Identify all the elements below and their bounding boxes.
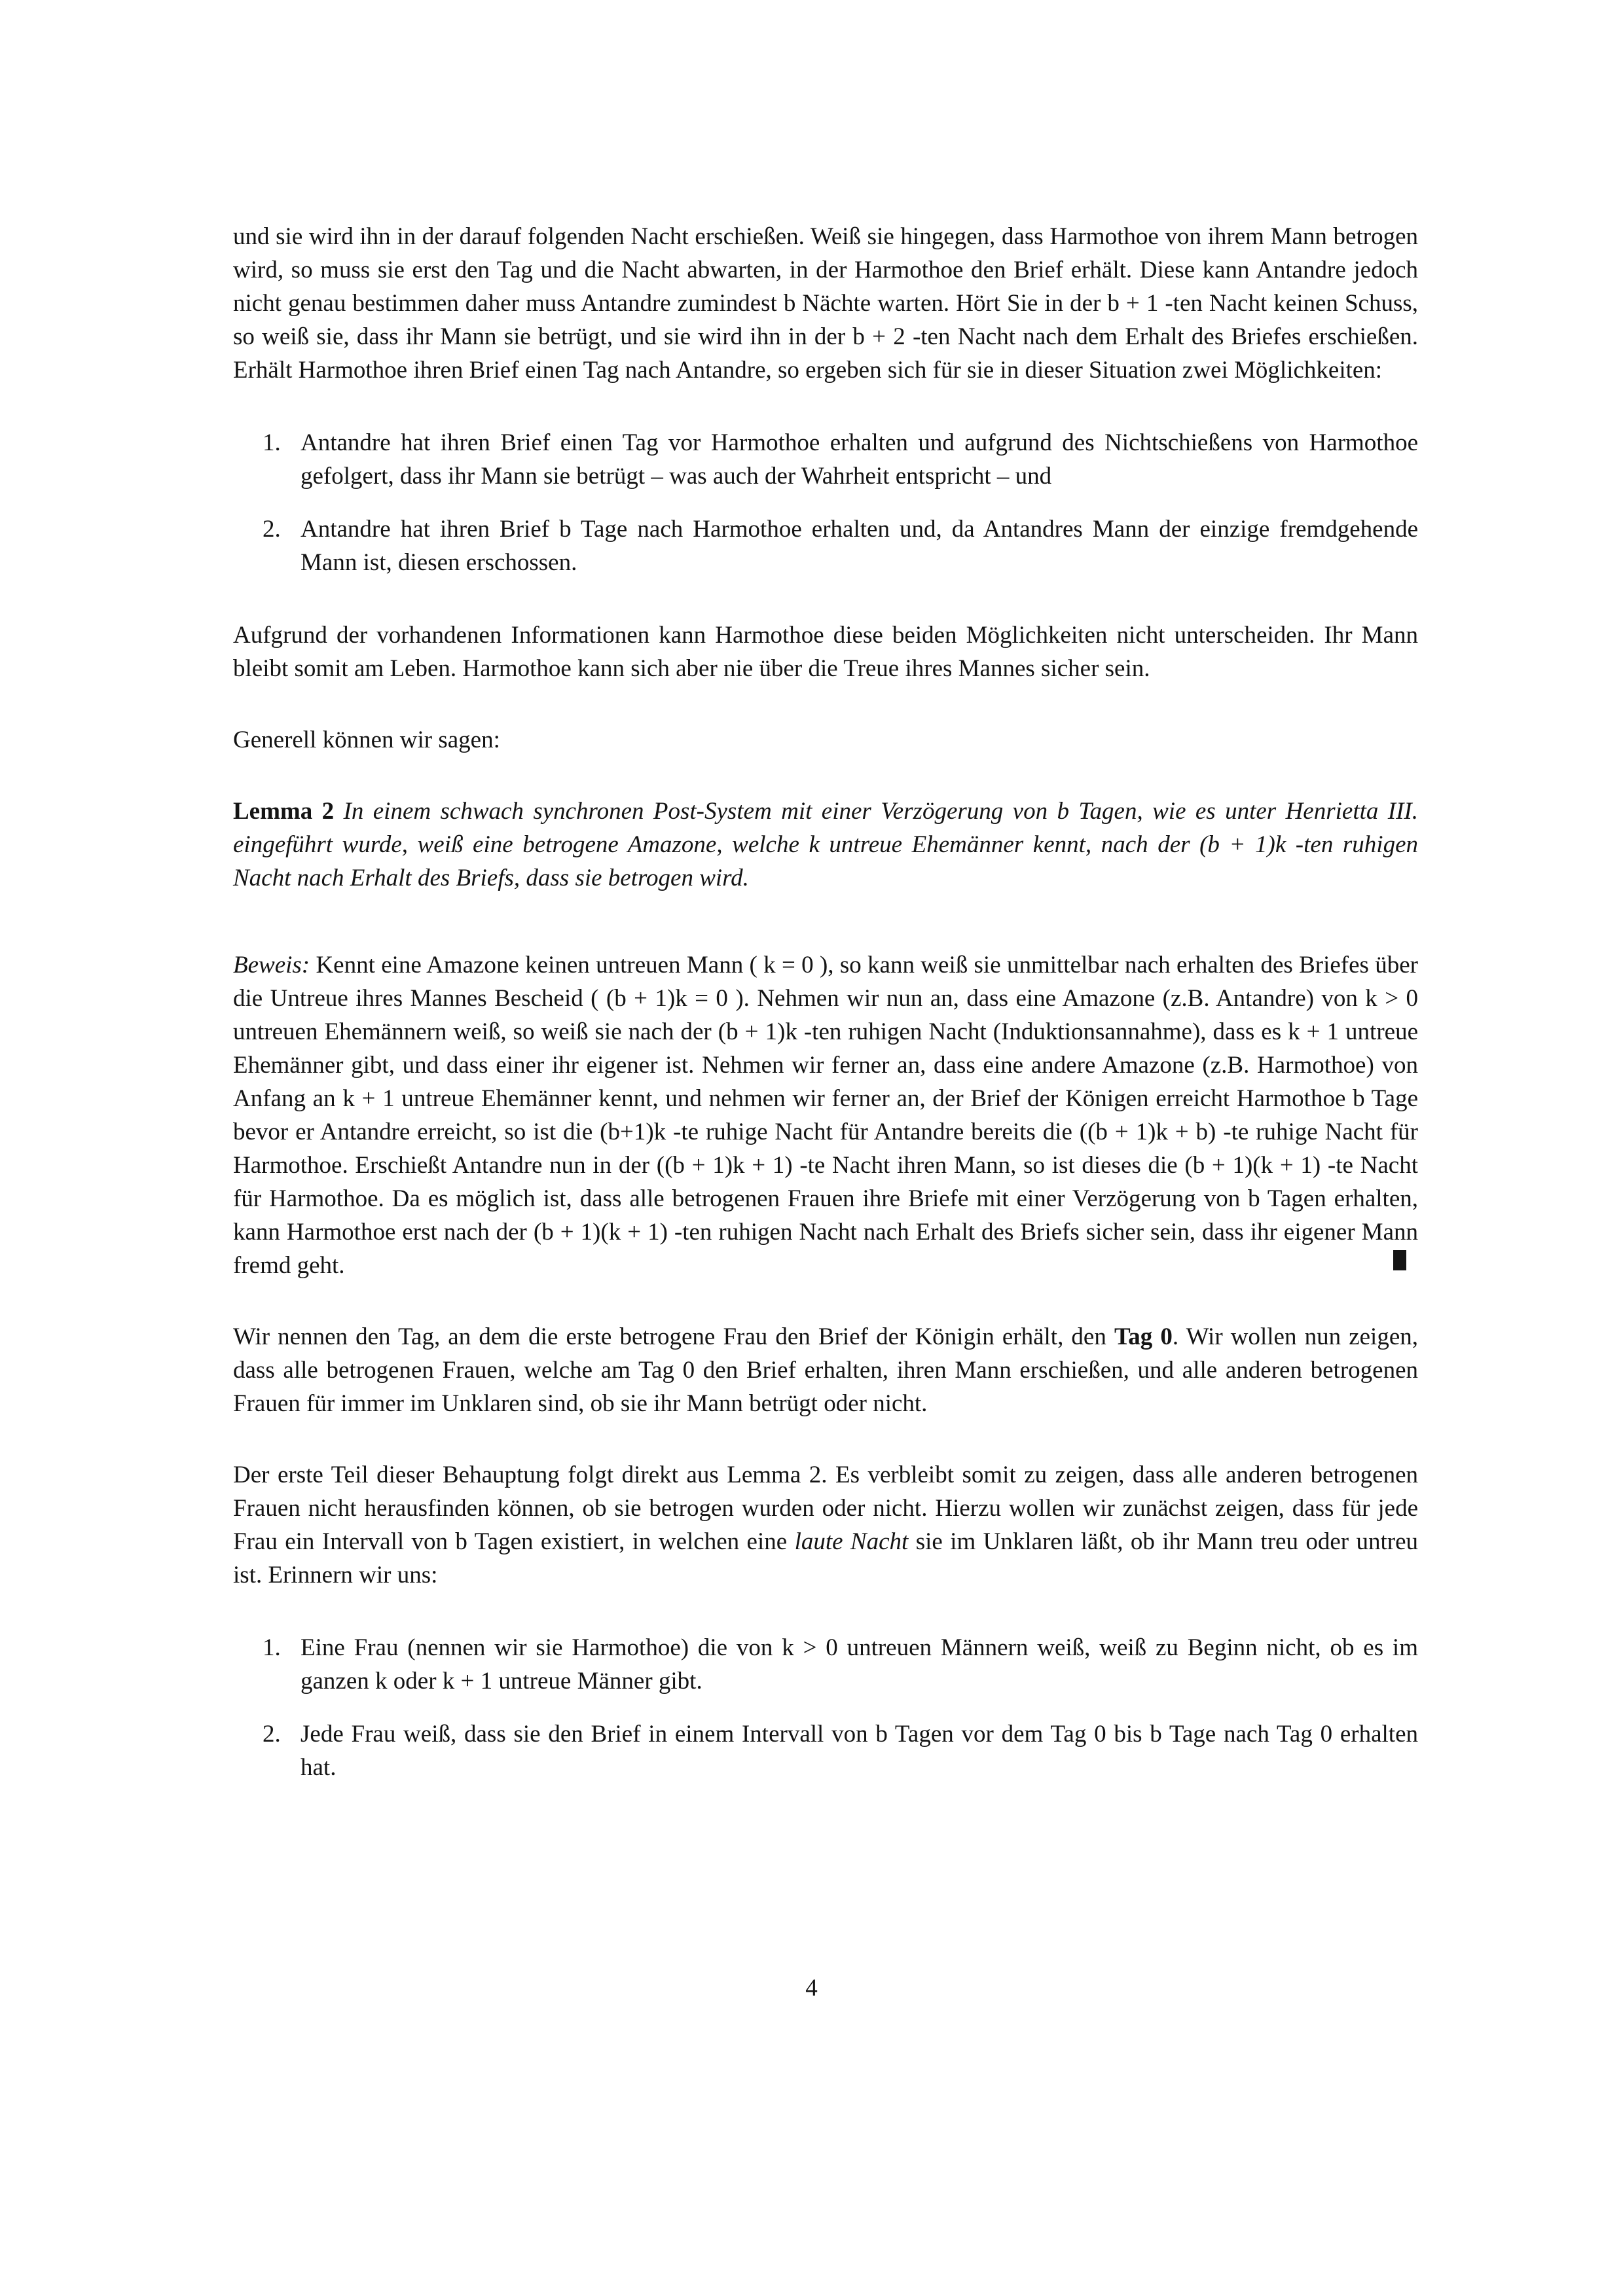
paragraph-conclusion: Aufgrund der vorhandenen Informationen kann Harmothoe diese beiden Möglichkeiten nicht unterscheiden. Ihr Mann bleibt somit am Leben. Harmothoe kann sich aber nie über die Treue ihres Mannes sicher sein. [233,622,1418,682]
list-item-text: Eine Frau (nennen wir sie Harmothoe) die von k > 0 untreuen Männern weiß, weiß zu Beginn nicht, ob es im ganzen k oder k + 1 untreue Männer gibt. [301,1634,1418,1695]
list-item [233,1717,1418,1784]
list-item-number: 1. [263,429,281,456]
tag-zero-text-before: Wir nennen den Tag, an dem die erste betrogene Frau den Brief der Königin erhält, den [233,1323,1114,1350]
lemma-label: Lemma 2 [233,798,335,825]
lemma-statement: In einem schwach synchronen Post-System mit einer Verzögerung von b Tagen, wie es unter Henrietta III. eingeführt wurde, weiß eine betrogene Amazone, welche k untreue Ehemänner kennt, nach der (b + 1)k -ten ruhigen Nacht nach Erhalt des Briefs, dass sie betrogen wird. [233,798,1418,891]
proof-label: Beweis: [233,952,310,978]
paragraph-generalization: Generell können wir sagen: [233,726,500,753]
claim-text-after: sie im Unklaren läßt, ob ihr Mann treu oder untreu ist. Erinnern wir uns: [233,1528,1418,1588]
lemma [233,795,1418,895]
tag-zero-term: Tag 0 [1114,1323,1173,1350]
paragraph-tag-zero [233,1320,1418,1420]
tag-zero-text-after: . Wir wollen nun zeigen, dass alle betrogenen Frauen, welche am Tag 0 den Brief erhalten, ihren Mann erschießen, und alle anderen betrogenen Frauen für immer im Unklaren sind, ob sie ihr Mann betrügt oder nicht. [233,1323,1418,1417]
possibilities-list [233,426,1418,579]
list-item-number: 2. [263,1721,281,1748]
page-number: 4 [805,1975,818,2001]
list-item [233,512,1418,579]
paragraph-claim [233,1458,1418,1592]
list-item [233,1631,1418,1698]
list-item-text: Antandre hat ihren Brief einen Tag vor Harmothoe erhalten und aufgrund des Nichtschießens von Harmothoe gefolgert, dass ihr Mann sie betrügt – was auch der Wahrheit entspricht – und [301,429,1418,490]
list-item-text: Antandre hat ihren Brief b Tage nach Harmothoe erhalten und, da Antandres Mann der einzige fremdgehende Mann ist, diesen erschossen. [301,516,1418,576]
proof [233,948,1418,1282]
proof-text: Kennt eine Amazone keinen untreuen Mann ( k = 0 ), so kann weiß sie unmittelbar nach erhalten des Briefes über die Untreue ihres Mannes Bescheid ( (b + 1)k = 0 ). Nehmen wir nun an, dass eine Amazone (z.B. Antandre) von k > 0 untreuen Ehemännern weiß, so weiß sie nach der (b + 1)k -ten ruhigen Nacht (Induktionsannahme), dass es k + 1 untreue Ehemänner gibt, und dass einer ihr eigener ist. Nehmen wir ferner an, dass eine andere Amazone (z.B. Harmothoe) von Anfang an k + 1 untreue Ehemänner kennt, und nehmen wir ferner an, der Brief der Königen erreicht Harmothoe b Tage bevor er Antandre erreicht, so ist die (b+1)k -te ruhige Nacht für Antandre bereits die ((b + 1)k + b) -te ruhige Nacht für Harmothoe. Erschießt Antandre nun in der ((b + 1)k + 1) -te Nacht ihren Mann, so ist dieses die (b + 1)(k + 1) -te Nacht für Harmothoe. Da es möglich ist, dass alle betrogenen Frauen ihre Briefe mit einer Verzögerung von b Tagen erhalten, kann Harmothoe erst nach der (b + 1)(k + 1) -ten ruhigen Nacht nach Erhalt des Briefs sicher sein, dass ihr eigener Mann fremd geht. [233,952,1418,1279]
paragraph-continuation: und sie wird ihn in der darauf folgenden Nacht erschießen. Weiß sie hingegen, dass Harmothoe von ihrem Mann betrogen wird, so muss sie erst den Tag und die Nacht abwarten, in der Harmothoe den Brief erhält. Diese kann Antandre jedoch nicht genau bestimmen daher muss Antandre zumindest b Nächte warten. Hört Sie in der b + 1 -ten Nacht keinen Schuss, so weiß sie, dass ihr Mann sie betrügt, und sie wird ihn in der b + 2 -ten Nacht nach dem Erhalt des Briefes erschießen. Erhält Harmothoe ihren Brief einen Tag nach Antandre, so ergeben sich für sie in dieser Situation zwei Möglichkeiten: [233,223,1418,384]
claim-text-before: Der erste Teil dieser Behauptung folgt direkt aus Lemma 2. Es verbleibt somit zu zeigen, dass alle anderen betrogenen Frauen nicht herausfinden können, ob sie betrogen wurden oder nicht. Hierzu wollen wir zunächst zeigen, dass für jede Frau ein Intervall von b Tagen existiert, in welchen eine [233,1462,1418,1555]
list-item-text: Jede Frau weiß, dass sie den Brief in einem Intervall von b Tagen vor dem Tag 0 bis b Tage nach Tag 0 erhalten hat. [301,1721,1418,1781]
list-item [233,426,1418,493]
list-item-number: 2. [263,516,281,543]
claim-emphasis: laute Nacht [794,1528,909,1555]
qed-symbol [1393,1250,1406,1270]
recall-list [233,1631,1418,1784]
list-item-number: 1. [263,1634,281,1661]
document-page [233,220,1418,1784]
